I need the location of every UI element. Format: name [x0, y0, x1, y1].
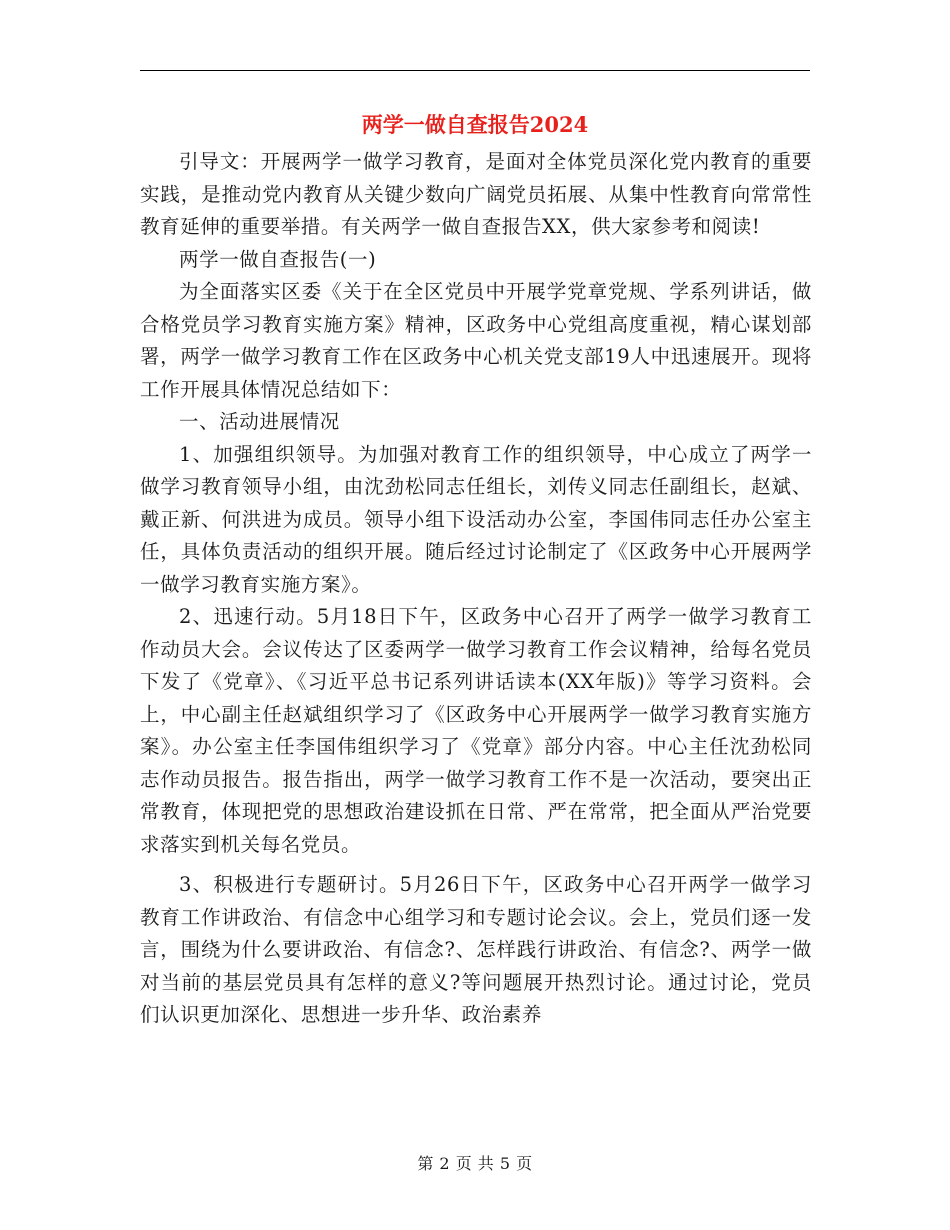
paragraph-item-1: 1、加强组织领导。为加强对教育工作的组织领导，中心成立了两学一做学习教育领导小组，由沈劲松同志任组长，刘传义同志任副组长，赵斌、戴正新、何洪进为成员。领导小组下设活动办公室，李国伟同志任办公室主任，具体负责活动的组织开展。随后经过讨论制定了《区政务中心开展两学一做学习教育实施方案》。 — [140, 442, 812, 596]
header-rule — [140, 70, 810, 71]
document-title: 两学一做自查报告2024 — [361, 112, 589, 137]
page-number: 第 2 页 共 5 页 — [417, 1154, 533, 1173]
section-heading-report-1: 两学一做自查报告(一) — [179, 247, 377, 271]
paragraph-item-2: 2、迅速行动。5月18日下午，区政务中心召开了两学一做学习教育工作动员大会。会议传达了区委两学一做学习教育工作会议精神，给每名党员下发了《党章》、《习近平总书记系列讲话读本(XX年版)》等学习资料。会上，中心副主任赵斌组织学习了《区政务中心开展两学一做学习教育实施方案》。办公室主任李国伟组织学习了《党章》部分内容。中心主任沈劲松同志作动员报告。报告指出，两学一做学习教育工作不是一次活动，要突出正常教育，体现把党的思想政治建设抓在日常、严在常常，把全面从严治党要求落实到机关每名党员。 — [140, 605, 812, 856]
document-body — [140, 146, 812, 1032]
paragraph-overview: 为全面落实区委《关于在全区党员中开展学党章党规、学系列讲话，做合格党员学习教育实施方案》精神，区政务中心党组高度重视，精心谋划部署，两学一做学习教育工作在区政务中心机关党支部19人中迅速展开。现将工作开展具体情况总结如下： — [140, 280, 812, 401]
paragraph-item-3: 3、积极进行专题研讨。5月26日下午，区政务中心召开两学一做学习教育工作讲政治、有信念中心组学习和专题讨论会议。会上，党员们逐一发言，围绕为什么要讲政治、有信念?、怎样践行讲政治、有信念?、两学一做对当前的基层党员具有怎样的意义?等问题展开热烈讨论。通过讨论，党员们认识更加深化、思想进一步升华、政治素养 — [140, 873, 812, 1026]
section-heading-progress: 一、活动进展情况 — [179, 410, 340, 433]
intro-paragraph: 引导文：开展两学一做学习教育，是面对全体党员深化党内教育的重要实践，是推动党内教育从关键少数向广阔党员拓展、从集中性教育向常常性教育延伸的重要举措。有关两学一做自查报告XX，供大家参考和阅读! — [140, 150, 812, 238]
